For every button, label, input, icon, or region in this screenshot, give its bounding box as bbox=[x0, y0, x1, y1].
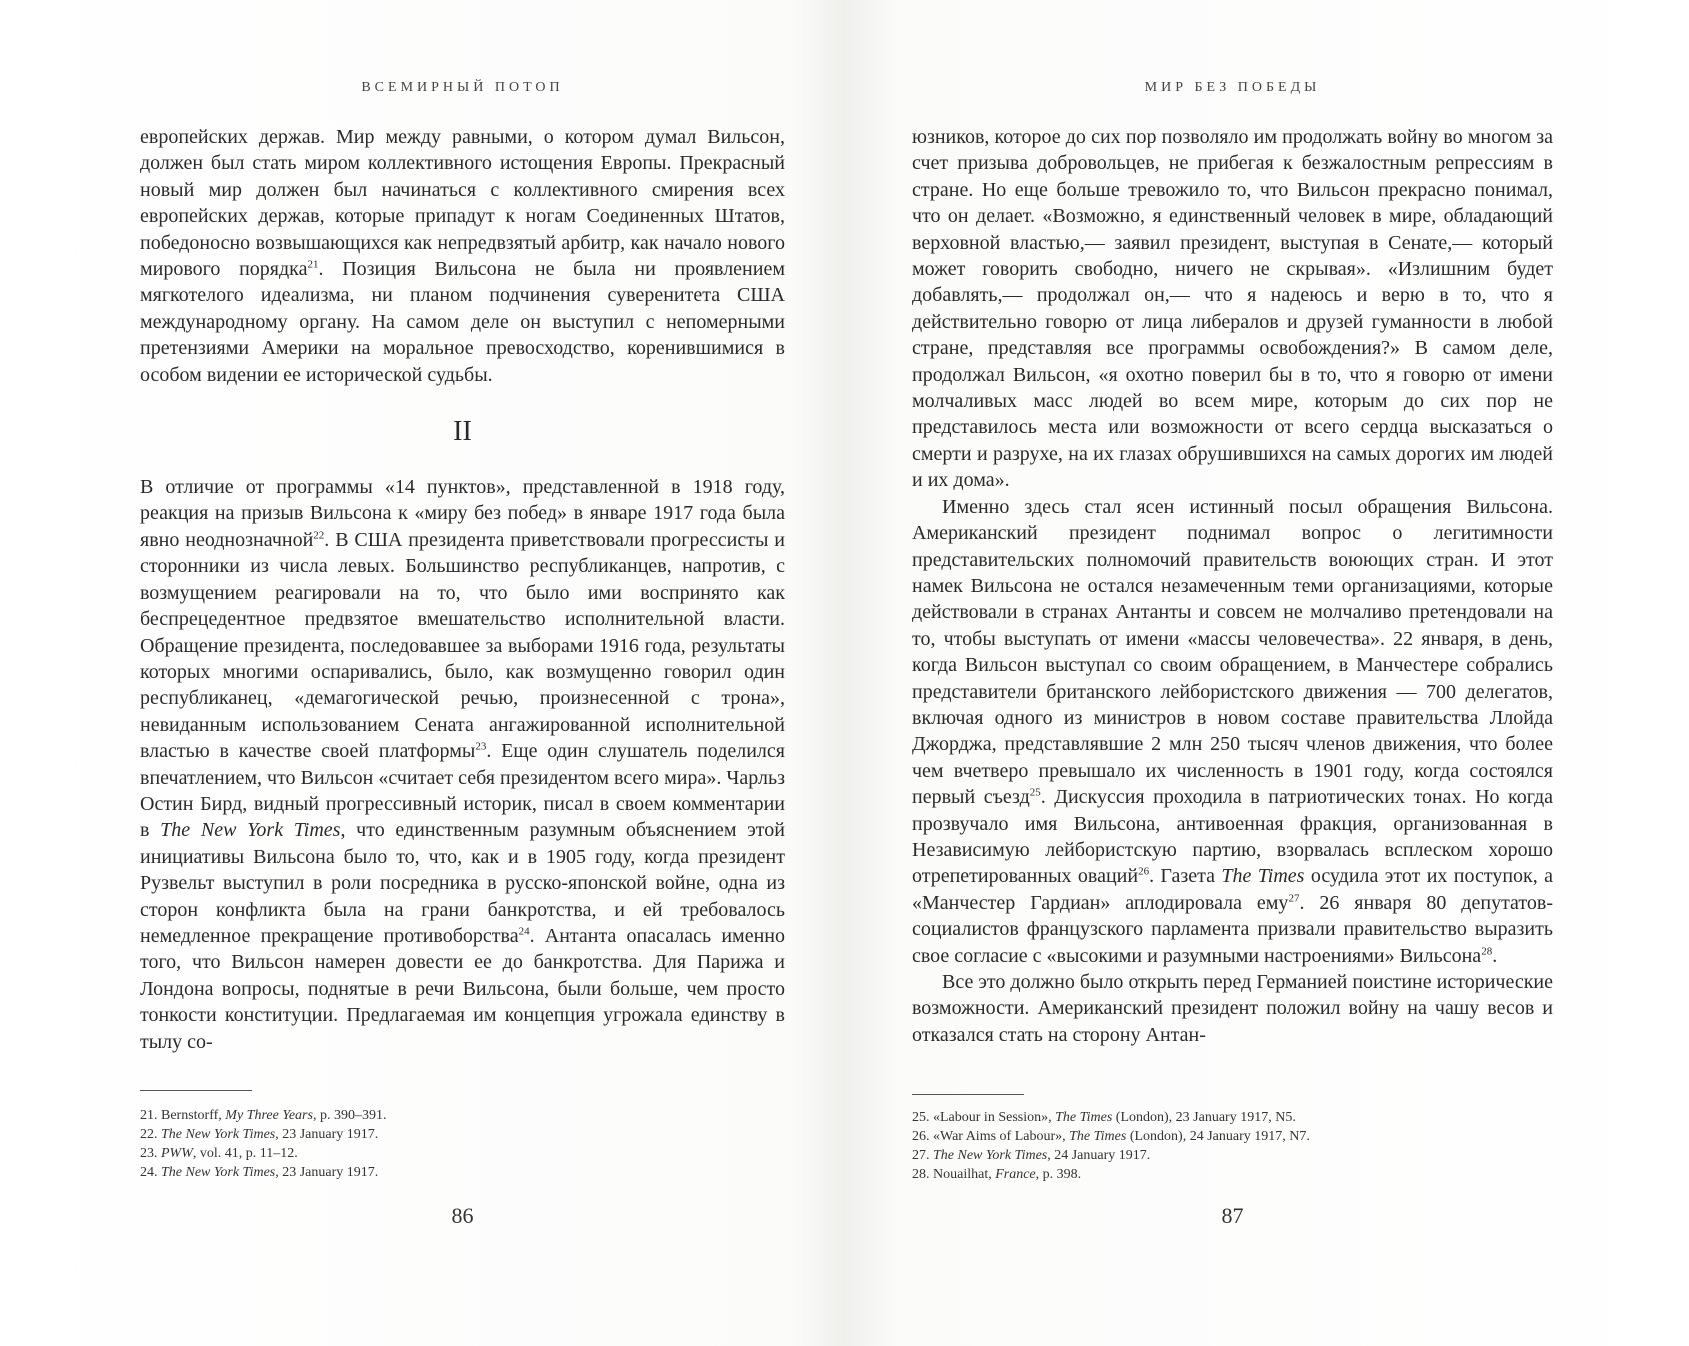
footnote-22: 22. The New York Times, 23 January 1917. bbox=[140, 1127, 379, 1142]
footnote-ref-24: 24 bbox=[518, 925, 530, 938]
right-body-text bbox=[912, 124, 1553, 1048]
footnote-25: 25. «Labour in Session», The Times (London), 23 January 1917, N5. bbox=[912, 1110, 1296, 1125]
left-page-number: 86 bbox=[451, 1203, 474, 1228]
right-para-2-italic: The Times bbox=[1221, 865, 1305, 888]
footnote-24: 24. The New York Times, 23 January 1917. bbox=[140, 1165, 379, 1180]
right-page-number: 87 bbox=[1221, 1203, 1244, 1228]
footnote-26: 26. «War Aims of Labour», The Times (London), 24 January 1917, N7. bbox=[912, 1129, 1310, 1144]
footnote-21: 21. Bernstorff, My Three Years, p. 390–391. bbox=[140, 1108, 387, 1123]
left-para-2-text-e: . Антанта опасалась именно того, что Вильсон намерен довести ее до банкротства. Для Парижа и Лондона вопросы, поднятые в речи Вильсона, были больше, чем просто тонкости конституции. Предлагаемая им концепция угрожала единству в тылу со- bbox=[140, 924, 785, 1053]
footnote-ref-23: 23 bbox=[475, 740, 487, 753]
left-page bbox=[140, 0, 785, 1346]
right-para-2-text-c: . Газета bbox=[1149, 865, 1222, 888]
left-body-text bbox=[140, 124, 785, 1055]
right-page bbox=[912, 0, 1553, 1346]
footnote-ref-21: 21 bbox=[307, 258, 319, 271]
left-para-2-text-c: . Еще один слушатель поделился впечатлением, что Вильсон «считает себя президентом всего мира». Чарльз Остин Бирд, видный прогрессивный историк, писал в своем комментарии в bbox=[140, 740, 785, 842]
footnote-ref-26: 26 bbox=[1138, 865, 1150, 878]
left-paragraph-2 bbox=[140, 474, 785, 1055]
right-para-2-text-a: Именно здесь стал ясен истинный посыл обращения Вильсона. Американский президент поднимал вопрос о легитимности представительских полномочий правительств воюющих стран. И этот намек Вильсона не остался незамеченным теми организациями, которые действовали в странах Антанты и совсем не молчаливо претендовали на то, чтобы выступать от имени «массы человечества». 22 января, в день, когда Вильсон выступал со своим обращением, в Манчестере собрались представители британского лейбористского движения — 700 делегатов, включая одного из министров в новом составе правительства Ллойда Джорджа, представлявшие 2 млн 250 тысяч членов движения, что более чем вчетверо превышало их численность в 1901 году, когда состоялся первый съезд bbox=[912, 495, 1553, 809]
right-para-2-text-e: . 26 января 80 депутатов-социалистов французского парламента призвали правительство выразить свое согласие с «высокими и разумными настроениями» Вильсона bbox=[912, 891, 1553, 967]
right-running-head: МИР БЕЗ ПОБЕДЫ bbox=[1144, 80, 1321, 95]
footnote-23: 23. PWW, vol. 41, p. 11–12. bbox=[140, 1146, 298, 1161]
footnote-ref-28: 28 bbox=[1481, 944, 1493, 957]
left-para-2-italic: The New York Times bbox=[160, 819, 341, 842]
footnote-27: 27. The New York Times, 24 January 1917. bbox=[912, 1148, 1151, 1163]
footnote-ref-22: 22 bbox=[313, 529, 325, 542]
right-para-2-text-b: . Дискуссия проходила в патриотических тонах. Но когда прозвучало имя Вильсона, антивоенная фракция, организованная в Независимую лейбористскую партию, взорвалась всплеском хорошо отрепетированных оваций bbox=[912, 786, 1554, 888]
right-paragraph-2 bbox=[912, 494, 1553, 969]
section-heading: II bbox=[453, 416, 472, 448]
right-footnote-rule bbox=[912, 1094, 1024, 1095]
left-para-1-text: европейских держав. Мир между равными, о котором думал Вильсон, должен был стать миром коллективного истощения Европы. Прекрасный новый мир должен был начинаться с коллективного смирения всех европейских держав, которые припадут к ногам Соединенных Штатов, победоносно возвышающихся как непредвзятый арбитр, как начало нового мирового порядка bbox=[140, 126, 785, 281]
left-footnote-rule bbox=[140, 1090, 252, 1091]
footnote-ref-27: 27 bbox=[1288, 892, 1300, 905]
right-paragraph-3: Все это должно было открыть перед Германией поистине исторические возможности. Американский президент положил войну на чашу весов и отказался стать на сторону Антан- bbox=[912, 971, 1553, 1046]
footnote-ref-25: 25 bbox=[1029, 786, 1041, 799]
left-para-1-text-cont: . Позиция Вильсона не была ни проявлением мягкотелого идеализма, ни планом подчинения суверенитета США международному органу. На самом деле он выступил с непомерными претензиями Америки на моральное превосходство, коренившимися в особом видении ее исторической судьбы. bbox=[140, 258, 785, 386]
right-para-2-text-d: осудила этот их поступок, а «Манчестер Гардиан» аплодировала ему bbox=[912, 865, 1553, 914]
right-footnotes bbox=[912, 1108, 1553, 1184]
left-running-head: ВСЕМИРНЫЙ ПОТОП bbox=[361, 80, 564, 95]
left-para-2-text-d: , что единственным разумным объяснением этой инициативы Вильсона было то, что, как и в 1905 году, когда президент Рузвельт выступил в роли посредника в русско-японской войне, одна из сторон конфликта была на грани банкротства, и ей требовалось немедленное прекращение противоборства bbox=[140, 819, 785, 947]
right-paragraph-1: юзников, которое до сих пор позволяло им продолжать войну во многом за счет призыва добровольцев, не прибегая к безжалостным репрессиям в стране. Но еще больше тревожило то, что Вильсон прекрасно понимал, что он делает. «Возможно, я единственный человек в мире, обладающий верховной властью,— заявил президент, выступая в Сенате,— который может говорить свободно, ничего не скрывая». «Излишним будет добавлять,— продолжал он,— что я надеюсь и верю в то, что я действительно говорю от лица либералов и друзей гуманности в любой стране, представляя все программы освобождения?» В самом деле, продолжал Вильсон, «я охотно поверил бы в то, что я говорю от имени молчаливых масс людей во всем мире, которым до сих пор не представилось места или возможности от всего сердца высказаться о смерти и разрухе, на их глазах обрушившихся на самых дорогих им людей и их дома». bbox=[912, 126, 1553, 492]
footnote-28: 28. Nouailhat, France, p. 398. bbox=[912, 1167, 1082, 1182]
left-paragraph-1 bbox=[140, 124, 785, 388]
right-para-2-text-f: . bbox=[1492, 944, 1498, 967]
left-para-2-text-a: В отличие от программы «14 пунктов», представленной в 1918 году, реакция на призыв Вильсона к «миру без побед» в январе 1917 года была явно неоднозначной bbox=[140, 476, 785, 551]
left-para-2-text-b: . В США президента приветствовали прогрессисты и сторонники из числа левых. Большинство республиканцев, напротив, с возмущением реагировали на то, что было ими воспринято как беспрецедентное предвзятое вмешательство исполнительной власти. Обращение президента, последовавшее за выборами 1916 года, результаты которых многими оспаривались, было, как возмущенно говорил один республиканец, «демагогической речью, произнесенной с трона», невиданным использованием Сената ангажированной исполнительной властью в качестве своей платформы bbox=[140, 528, 785, 763]
left-footnotes bbox=[140, 1106, 785, 1182]
